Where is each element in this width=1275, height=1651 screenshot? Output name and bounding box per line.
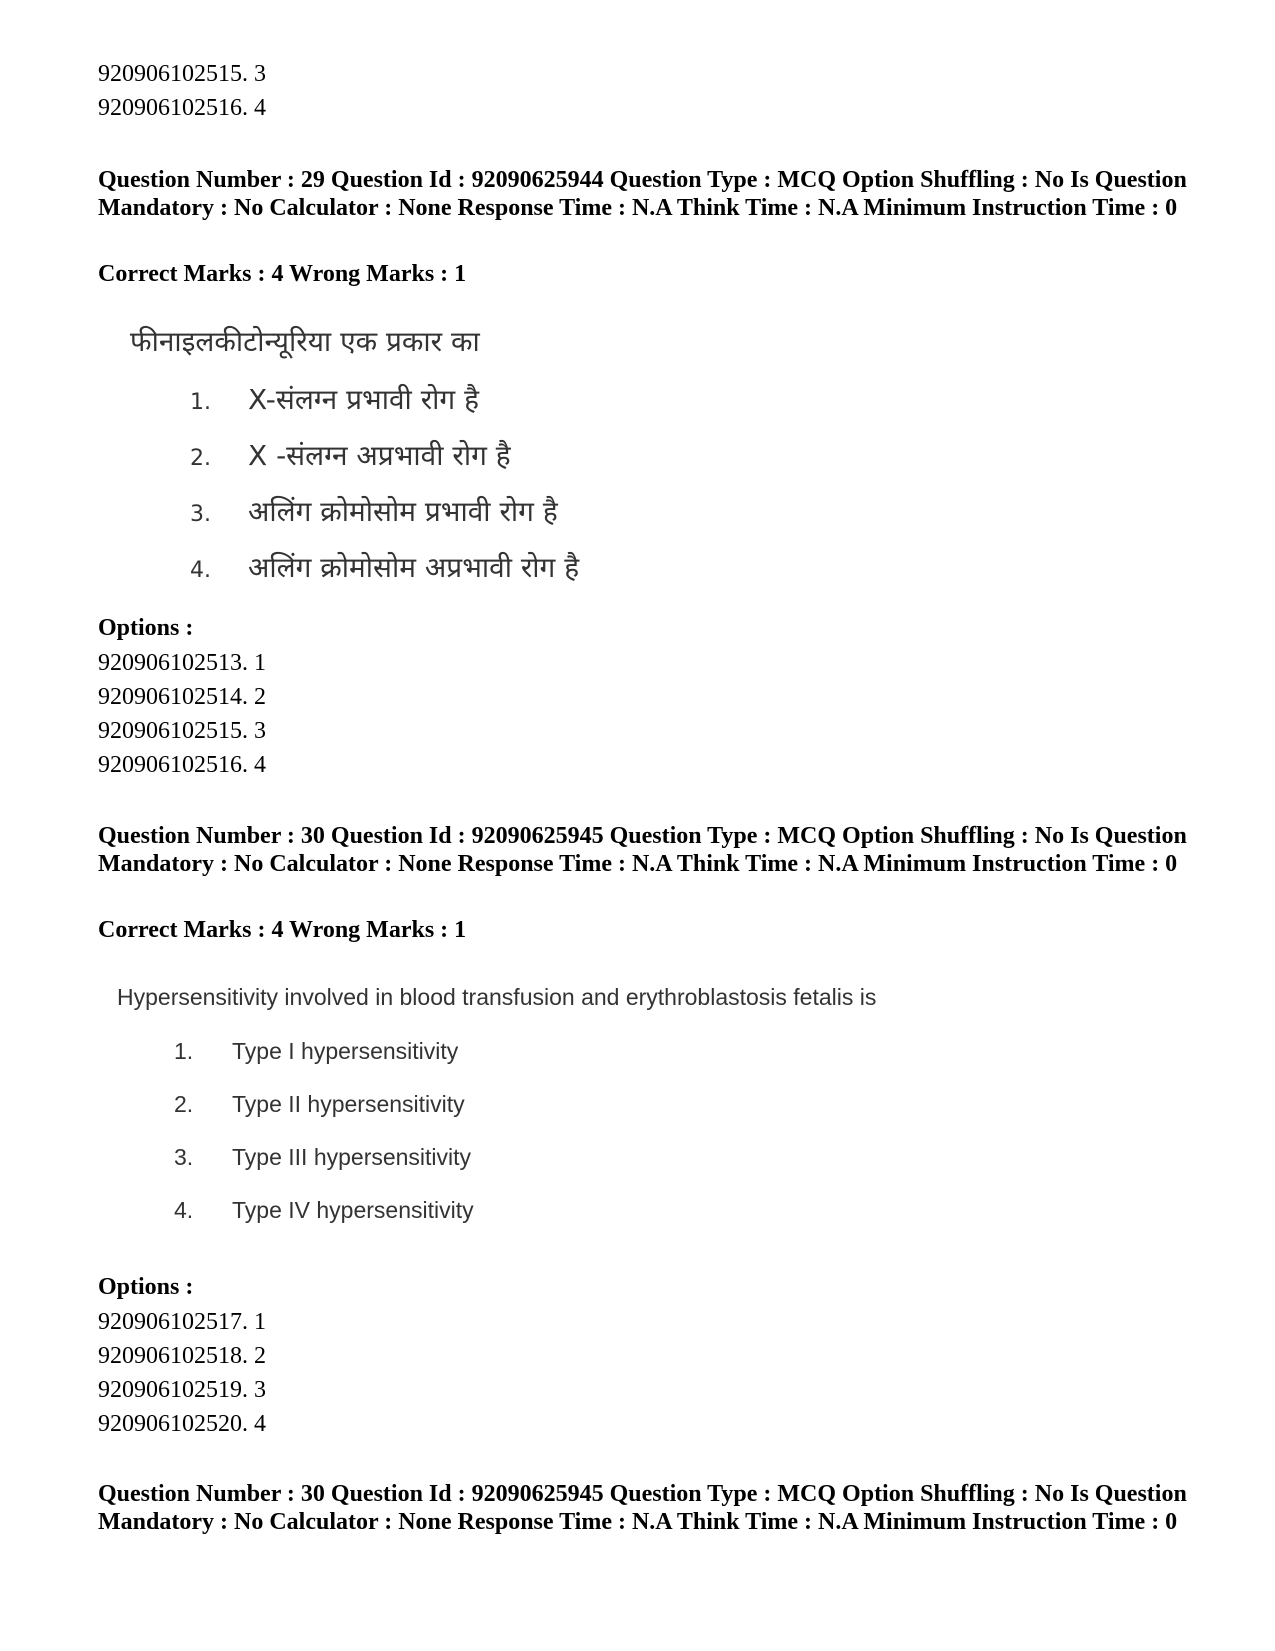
- q30-marks: Correct Marks : 4 Wrong Marks : 1: [98, 917, 467, 943]
- q30-repeat-meta: Question Number : 30 Question Id : 92090625945 Question Type : MCQ Option Shuffling : No Is Question Mandatory : No Calculator : None Response Time : N.A Think Time : N.A Minimum Instruction Time : 0: [98, 1481, 1187, 1535]
- choice-text: Type I hypersensitivity: [232, 1038, 459, 1064]
- choice-text: X -संलग्न अप्रभावी रोग है: [248, 439, 511, 472]
- option-line: 920906102518. 2: [98, 1343, 266, 1369]
- q29-marks: Correct Marks : 4 Wrong Marks : 1: [98, 261, 467, 287]
- q30-options-label: Options :: [98, 1274, 194, 1300]
- choice-text: X-संलग्न प्रभावी रोग है: [248, 383, 479, 416]
- q29-options: [98, 646, 266, 782]
- q30-meta: Question Number : 30 Question Id : 92090625945 Question Type : MCQ Option Shuffling : No Is Question Mandatory : No Calculator : None Response Time : N.A Think Time : N.A Minimum Instruction Time : 0: [98, 823, 1187, 877]
- choice-number: 4.: [174, 1197, 194, 1223]
- choice-number: 3.: [174, 1144, 194, 1170]
- choice-number: 1.: [190, 390, 211, 415]
- choice-text: Type III hypersensitivity: [232, 1144, 472, 1170]
- choice-text: अलिंग क्रोमोसोम प्रभावी रोग है: [248, 495, 558, 528]
- option-line: 920906102520. 4: [98, 1411, 266, 1437]
- choice-number: 2.: [190, 446, 211, 471]
- option-line: 920906102515. 3: [98, 61, 266, 87]
- choice-text: अलिंग क्रोमोसोम अप्रभावी रोग है: [248, 551, 580, 584]
- prev-options: [98, 57, 266, 125]
- q29-options-label: Options :: [98, 615, 194, 641]
- option-line: 920906102516. 4: [98, 752, 266, 778]
- option-line: 920906102517. 1: [98, 1309, 266, 1335]
- q29-meta: Question Number : 29 Question Id : 92090625944 Question Type : MCQ Option Shuffling : No Is Question Mandatory : No Calculator : None Response Time : N.A Think Time : N.A Minimum Instruction Time : 0: [98, 167, 1187, 221]
- q30-options: [98, 1305, 266, 1441]
- option-line: 920906102514. 2: [98, 684, 266, 710]
- choice-text: Type II hypersensitivity: [232, 1091, 465, 1117]
- q29-question-text: फीनाइलकीटोन्यूरिया एक प्रकार का: [130, 325, 480, 358]
- choice-number: 1.: [174, 1038, 194, 1064]
- choice-number: 4.: [190, 558, 211, 583]
- q30-question-text: Hypersensitivity involved in blood transfusion and erythroblastosis fetalis is: [117, 984, 877, 1010]
- choice-number: 2.: [174, 1091, 194, 1117]
- option-line: 920906102519. 3: [98, 1377, 266, 1403]
- option-line: 920906102516. 4: [98, 95, 266, 121]
- choice-text: Type IV hypersensitivity: [232, 1197, 474, 1223]
- option-line: 920906102515. 3: [98, 718, 266, 744]
- choice-number: 3.: [190, 502, 211, 527]
- option-line: 920906102513. 1: [98, 650, 266, 676]
